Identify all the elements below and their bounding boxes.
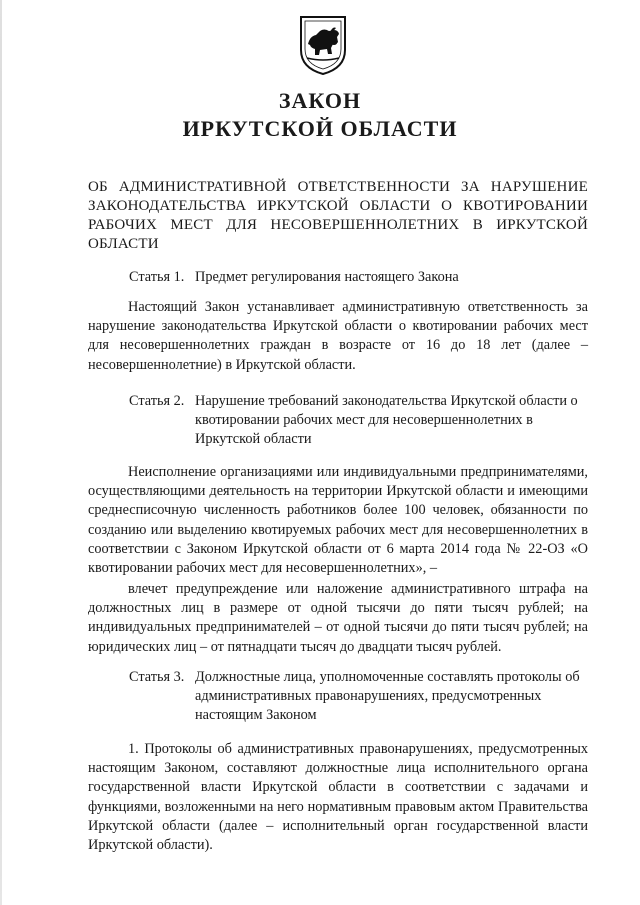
article-1-paragraph-1: Настоящий Закон устанавливает административную ответственность за нарушение законодательства Иркутской области о квотировании рабочих мест для несовершеннолетних граждан в возрасте от 16 до 18 лет (далее – несовершеннолетние) в Иркутской области.: [88, 299, 588, 373]
article-2-heading: [129, 392, 589, 452]
article-3-paragraph-1: 1. Протоколы об административных правонарушениях, предусмотренных настоящим Законом, составляют должностные лица исполнительного органа государственной власти Иркутской области в соответствии с задачами и функциями, возложенными на него нормативным правовым актом Правительства Иркутской области (далее – исполнительный орган государственной власти Иркутской области).: [88, 741, 588, 854]
article-3-heading: [129, 668, 589, 728]
law-subject: ОБ АДМИНИСТРАТИВНОЙ ОТВЕТСТВЕННОСТИ ЗА НАРУШЕНИЕ ЗАКОНОДАТЕЛЬСТВА ИРКУТСКОЙ ОБЛАСТИ О КВОТИРОВАНИИ РАБОЧИХ МЕСТ ДЛЯ НЕСОВЕРШЕННОЛЕТНИХ В ИРКУТСКОЙ ОБЛАСТИ: [88, 179, 588, 252]
article-2-paragraph-2: влечет предупреждение или наложение административного штрафа на должностных лиц в размере от одной тысячи до пяти тысяч рублей; на индивидуальных предпринимателей – от одной тысячи до пяти тысяч рублей; на юридических лиц – от пятнадцати тысяч до двадцати тысяч рублей.: [88, 581, 588, 655]
article-1-label: Статья 1.: [129, 269, 185, 285]
irkutsk-coat-of-arms-icon: [298, 14, 348, 76]
article-3-title: Должностные лица, уполномоченные составлять протоколы об административных правонарушениях, предусмотренных настоящим Законом: [195, 669, 580, 724]
law-title-line2: ИРКУТСКОЙ ОБЛАСТИ: [182, 116, 458, 141]
article-2-label: Статья 2.: [129, 393, 185, 409]
article-1-title: Предмет регулирования настоящего Закона: [195, 269, 459, 285]
law-title-line1: ЗАКОН: [278, 88, 362, 113]
article-2-title: Нарушение требований законодательства Иркутской области о квотировании рабочих мест для несовершеннолетних в Иркутской области: [195, 393, 578, 448]
article-2-paragraph-1: Неисполнение организациями или индивидуальными предпринимателями, осуществляющими деятельность на территории Иркутской области и имеющими среднесписочную численность работников более 100 человек, обязанности по созданию или выделению квотируемых рабочих мест для несовершеннолетних в соответствии с Законом Иркутской области от 6 марта 2014 года № 22-ОЗ «О квотировании рабочих мест для несовершеннолетних», –: [88, 464, 588, 577]
article-3-label: Статья 3.: [129, 669, 185, 685]
article-1-heading: [129, 268, 549, 288]
